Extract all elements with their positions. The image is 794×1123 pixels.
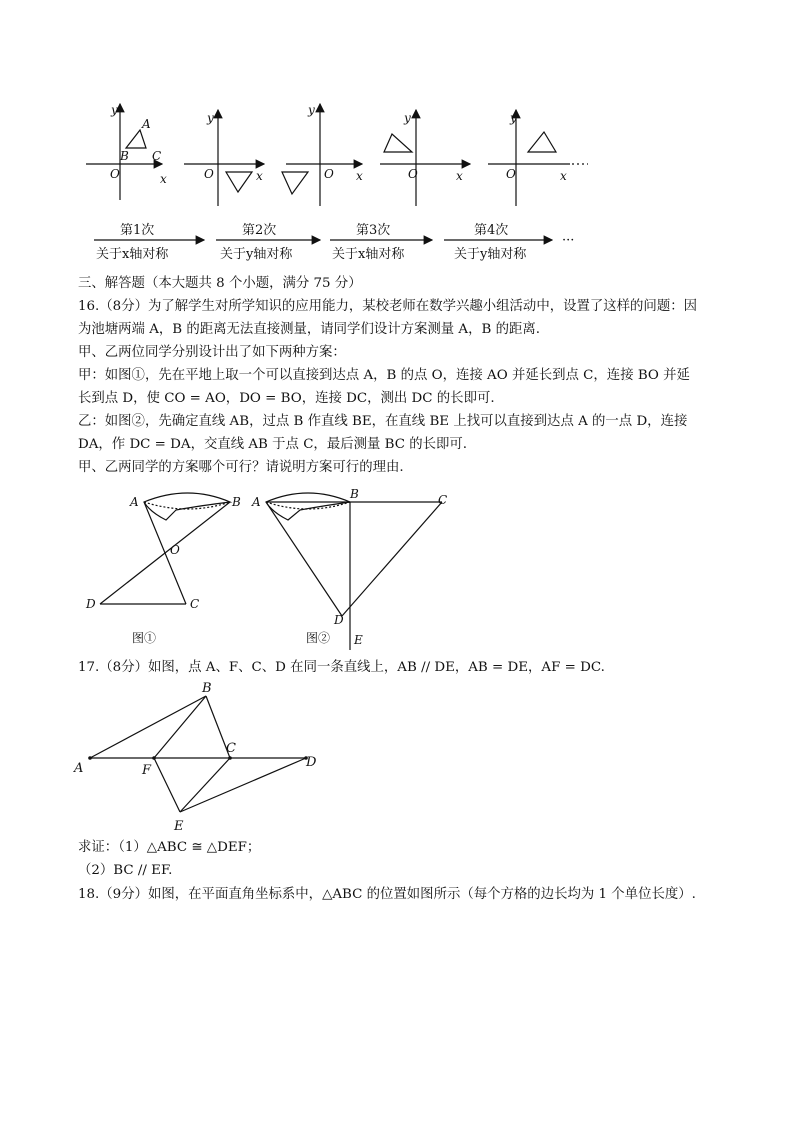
q17-proof-2: （2）BC // EF. <box>78 863 173 878</box>
label-origin: O <box>408 167 418 181</box>
label-origin: O <box>506 167 516 181</box>
fig1-label-A: A <box>130 495 139 509</box>
label-origin: O <box>204 167 214 181</box>
step-3-desc: 关于x轴对称 <box>332 247 405 262</box>
fig1-label-D: D <box>86 597 96 611</box>
q17-label-A: A <box>74 761 84 776</box>
fig2-label-A: A <box>252 495 261 509</box>
label-x: x <box>356 169 363 183</box>
fig2-label-E: E <box>354 633 363 647</box>
q16-line-6: 乙：如图②，先确定直线 AB，过点 B 作直线 BE，在直线 BE 上找可以直接到达点 A 的一点 D，连接 <box>78 414 688 429</box>
q16-line-3: 甲、乙两位同学分别设计出了如下两种方案： <box>78 345 346 360</box>
q16-line-8: 甲、乙两同学的方案哪个可行？请说明方案可行的理由. <box>78 460 404 475</box>
q16-line-2: 为池塘两端 A，B 的距离无法直接测量，请同学们设计方案测量 A，B 的距离. <box>78 322 541 337</box>
fig1-caption: 图① <box>132 631 157 645</box>
label-x: x <box>560 169 567 183</box>
step-1-desc: 关于x轴对称 <box>96 247 169 262</box>
fig1-label-O: O <box>170 543 180 557</box>
symmetry-sequence-figure <box>80 100 600 270</box>
step-1-title: 第1次 <box>120 223 155 238</box>
label-x: x <box>456 169 463 183</box>
q16-figures <box>78 484 468 654</box>
label-origin: O <box>110 167 120 181</box>
q17-label-B: B <box>202 681 212 696</box>
q17-label-F: F <box>142 763 152 778</box>
q16-line-1: 16.（8分）为了解学生对所学知识的应用能力，某校老师在数学兴趣小组活动中，设置了这样的问题：因 <box>78 299 697 314</box>
q17-label-D: D <box>306 755 317 770</box>
q17-figure <box>70 678 330 838</box>
label-y: y <box>308 103 315 117</box>
q16-line-7: DA，作 DC = DA，交直线 AB 于点 C，最后测量 BC 的长即可. <box>78 437 468 452</box>
q18-line-1: 18.（9分）如图，在平面直角坐标系中，△ABC 的位置如图所示（每个方格的边长均为 1 个单位长度）. <box>78 887 696 902</box>
step-4-desc: 关于y轴对称 <box>454 247 527 262</box>
q16-line-4: 甲：如图①，先在平地上取一个可以直接到达点 A，B 的点 O，连接 AO 并延长到点 C，连接 BO 并延 <box>78 368 690 383</box>
step-3-title: 第3次 <box>356 223 391 238</box>
label-C: C <box>152 149 162 163</box>
fig2-caption: 图② <box>306 631 331 645</box>
fig1-label-C: C <box>190 597 200 611</box>
label-x: x <box>160 172 167 186</box>
label-y: y <box>510 111 517 125</box>
label-x: x <box>256 169 263 183</box>
q16-line-5: 长到点 D，使 CO = AO，DO = BO，连接 DC，测出 DC 的长即可. <box>78 391 495 406</box>
q17-proof-1: 求证：（1）△ABC ≅ △DEF； <box>78 840 261 855</box>
fig2-label-B: B <box>350 487 359 501</box>
step-2-desc: 关于y轴对称 <box>220 247 293 262</box>
section-header: 三、解答题（本大题共 8 个小题，满分 75 分） <box>78 276 362 291</box>
label-A: A <box>142 117 151 131</box>
q17-line-1: 17.（8分）如图，点 A、F、C、D 在同一条直线上，AB // DE，AB = DE，AF = DC. <box>78 660 605 675</box>
q17-label-C: C <box>226 741 236 756</box>
fig2-label-D: D <box>334 613 344 627</box>
label-B: B <box>120 149 129 163</box>
q17-label-E: E <box>174 819 184 834</box>
label-y: y <box>111 103 118 117</box>
fig1-label-B: B <box>232 495 241 509</box>
label-y: y <box>404 111 411 125</box>
step-4-title: 第4次 <box>474 223 509 238</box>
label-origin: O <box>324 167 334 181</box>
fig2-label-C: C <box>438 493 448 507</box>
step-2-title: 第2次 <box>242 223 277 238</box>
step-ellipsis: ··· <box>562 233 575 248</box>
label-y: y <box>207 111 214 125</box>
